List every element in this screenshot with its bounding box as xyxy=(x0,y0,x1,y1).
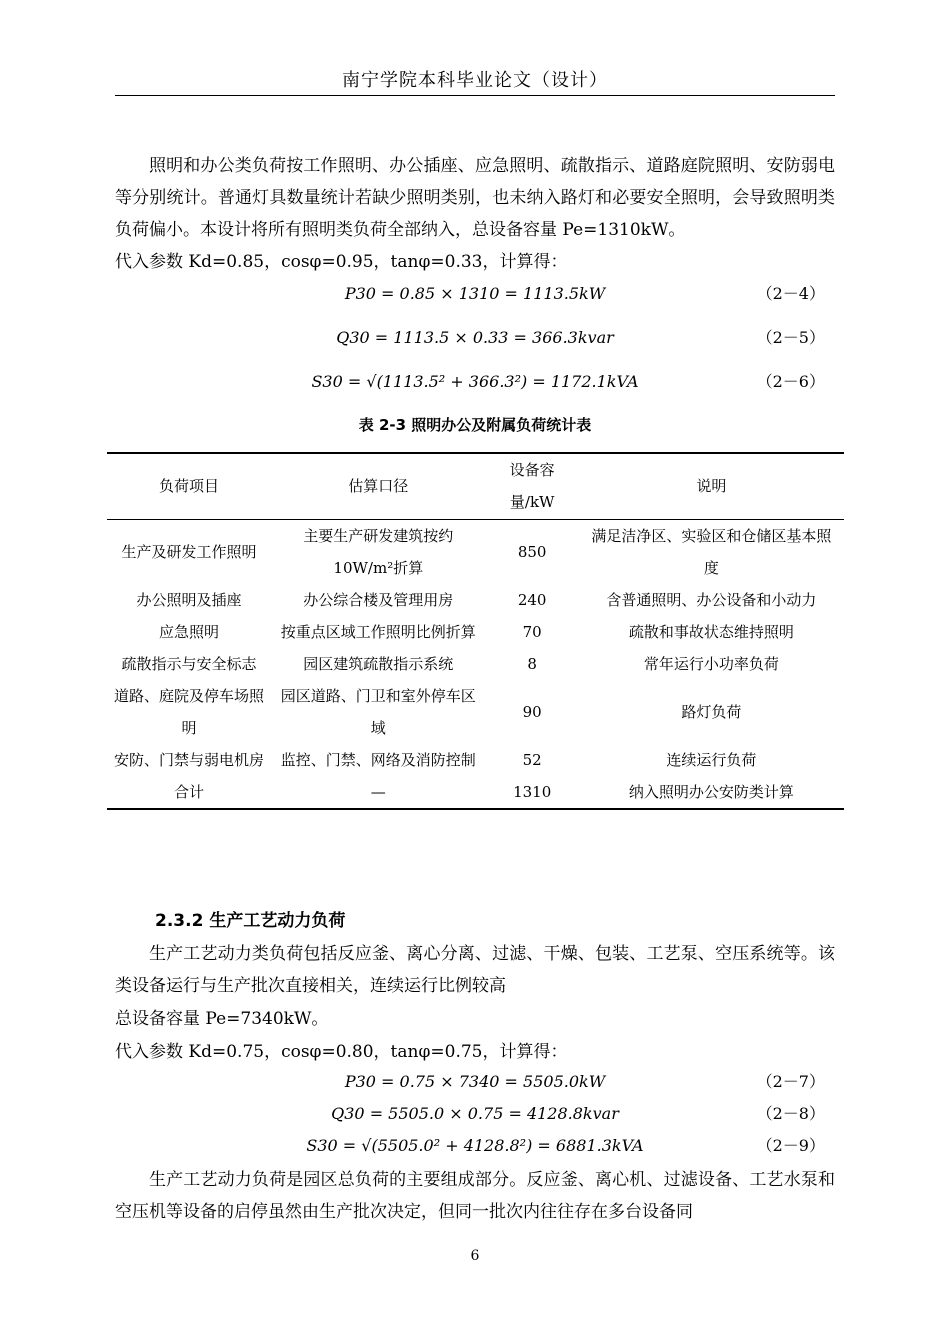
cell-description: 连续运行负荷 xyxy=(666,750,757,769)
equation-number: （2－7） xyxy=(756,1072,825,1091)
equation-formula: S30 = √(5505.0² + 4128.8²) = 6881.3kVA xyxy=(306,1136,644,1155)
header-capacity: 设备容量/kW xyxy=(486,453,579,519)
running-header: 南宁学院本科毕业论文（设计） xyxy=(342,70,608,91)
parameters-line-2: 代入参数 Kd=0.75，cosφ=0.80，tanφ=0.75，计算得： xyxy=(115,1042,568,1062)
equation-formula: S30 = √(1113.5² + 366.3²) = 1172.1kVA xyxy=(311,372,639,391)
header-rule xyxy=(115,95,835,96)
paragraph-lighting-intro: 照明和办公类负荷按工作照明、办公插座、应急照明、疏散指示、道路庭院照明、安防弱电等分别统计。普通灯具数量统计若缺少照明类别，也未纳入路灯和必要安全照明，会导致照明类负荷偏小。本设计将所有照明类负荷全部纳入，总设备容量 Pe=1310kW。 xyxy=(115,156,835,240)
equation-2-6 xyxy=(115,367,835,397)
load-statistics-table xyxy=(107,452,844,810)
paragraph-process-load: 生产工艺动力类负荷包括反应釜、离心分离、过滤、干燥、包装、工艺泵、空压系统等。该类设备运行与生产批次直接相关，连续运行比例较高 xyxy=(115,944,835,996)
cell-load-item: 生产及研发工作照明 xyxy=(121,542,257,561)
cell-estimation-basis: 监控、门禁、网络及消防控制 xyxy=(280,750,476,769)
equation-formula: Q30 = 1113.5 × 0.33 = 366.3kvar xyxy=(336,328,614,347)
table-row xyxy=(107,744,844,776)
equation-number: （2－9） xyxy=(756,1136,825,1155)
equation-number: （2－5） xyxy=(756,328,825,347)
cell-estimation-basis: — xyxy=(271,776,486,809)
equation-number: （2－8） xyxy=(756,1104,825,1123)
cell-load-item: 道路、庭院及停车场照明 xyxy=(113,686,264,737)
cell-capacity: 52 xyxy=(522,750,542,769)
cell-capacity: 70 xyxy=(522,622,542,641)
equation-2-8 xyxy=(115,1099,835,1129)
equation-number: （2－6） xyxy=(756,372,825,391)
total-capacity-line: 总设备容量 Pe=7340kW。 xyxy=(115,1009,329,1029)
equation-2-4 xyxy=(115,279,835,309)
equation-2-7 xyxy=(115,1067,835,1097)
cell-description: 疏散和事故状态维持照明 xyxy=(628,622,794,641)
equation-2-9 xyxy=(115,1131,835,1161)
cell-capacity: 90 xyxy=(522,702,542,721)
cell-load-item: 应急照明 xyxy=(158,622,219,641)
parameters-line-1: 代入参数 Kd=0.85，cosφ=0.95，tanφ=0.33，计算得： xyxy=(115,252,568,272)
cell-description: 满足洁净区、实验区和仓储区基本照度 xyxy=(591,526,832,577)
table-row xyxy=(107,680,844,744)
cell-capacity: 8 xyxy=(527,654,537,673)
cell-estimation-basis: 园区道路、门卫和室外停车区域 xyxy=(280,686,476,737)
paragraph-process-analysis: 生产工艺动力负荷是园区总负荷的主要组成部分。反应釜、离心机、过滤设备、工艺水泵和空压机等设备的启停虽然由生产批次决定，但同一批次内往往存在多台设备同 xyxy=(115,1170,835,1222)
cell-load-item: 安防、门禁与弱电机房 xyxy=(113,750,264,769)
section-heading: 2.3.2 生产工艺动力负荷 xyxy=(155,911,346,931)
table-header-row xyxy=(107,453,844,519)
cell-capacity: 850 xyxy=(517,542,547,561)
header-load-item: 负荷项目 xyxy=(107,453,271,519)
equation-number: （2－4） xyxy=(756,284,825,303)
table-total-row xyxy=(107,776,844,809)
table-row xyxy=(107,616,844,648)
table-row xyxy=(107,648,844,680)
cell-estimation-basis: 办公综合楼及管理用房 xyxy=(303,590,454,609)
cell-description: 含普通照明、办公设备和小动力 xyxy=(606,590,817,609)
cell-load-item: 疏散指示与安全标志 xyxy=(121,654,257,673)
cell-description: 纳入照明办公安防类计算 xyxy=(579,776,844,809)
cell-capacity: 1310 xyxy=(486,776,579,809)
cell-estimation-basis: 园区建筑疏散指示系统 xyxy=(303,654,454,673)
cell-estimation-basis: 主要生产研发建筑按约10W/m²折算 xyxy=(303,526,454,577)
cell-description: 路灯负荷 xyxy=(681,702,742,721)
cell-load-item: 办公照明及插座 xyxy=(136,590,242,609)
equation-formula: Q30 = 5505.0 × 0.75 = 4128.8kvar xyxy=(331,1104,619,1123)
header-description: 说明 xyxy=(579,453,844,519)
cell-load-item: 合计 xyxy=(107,776,271,809)
table-row xyxy=(107,519,844,584)
cell-estimation-basis: 按重点区域工作照明比例折算 xyxy=(280,622,476,641)
equation-formula: P30 = 0.75 × 7340 = 5505.0kW xyxy=(344,1072,606,1091)
table-row xyxy=(107,584,844,616)
cell-description: 常年运行小功率负荷 xyxy=(643,654,779,673)
table-caption: 表 2-3 照明办公及附属负荷统计表 xyxy=(358,416,592,434)
equation-formula: P30 = 0.85 × 1310 = 1113.5kW xyxy=(344,284,606,303)
header-estimation-basis: 估算口径 xyxy=(271,453,486,519)
equation-2-5 xyxy=(115,323,835,353)
cell-capacity: 240 xyxy=(517,590,547,609)
page-number: 6 xyxy=(470,1248,480,1264)
